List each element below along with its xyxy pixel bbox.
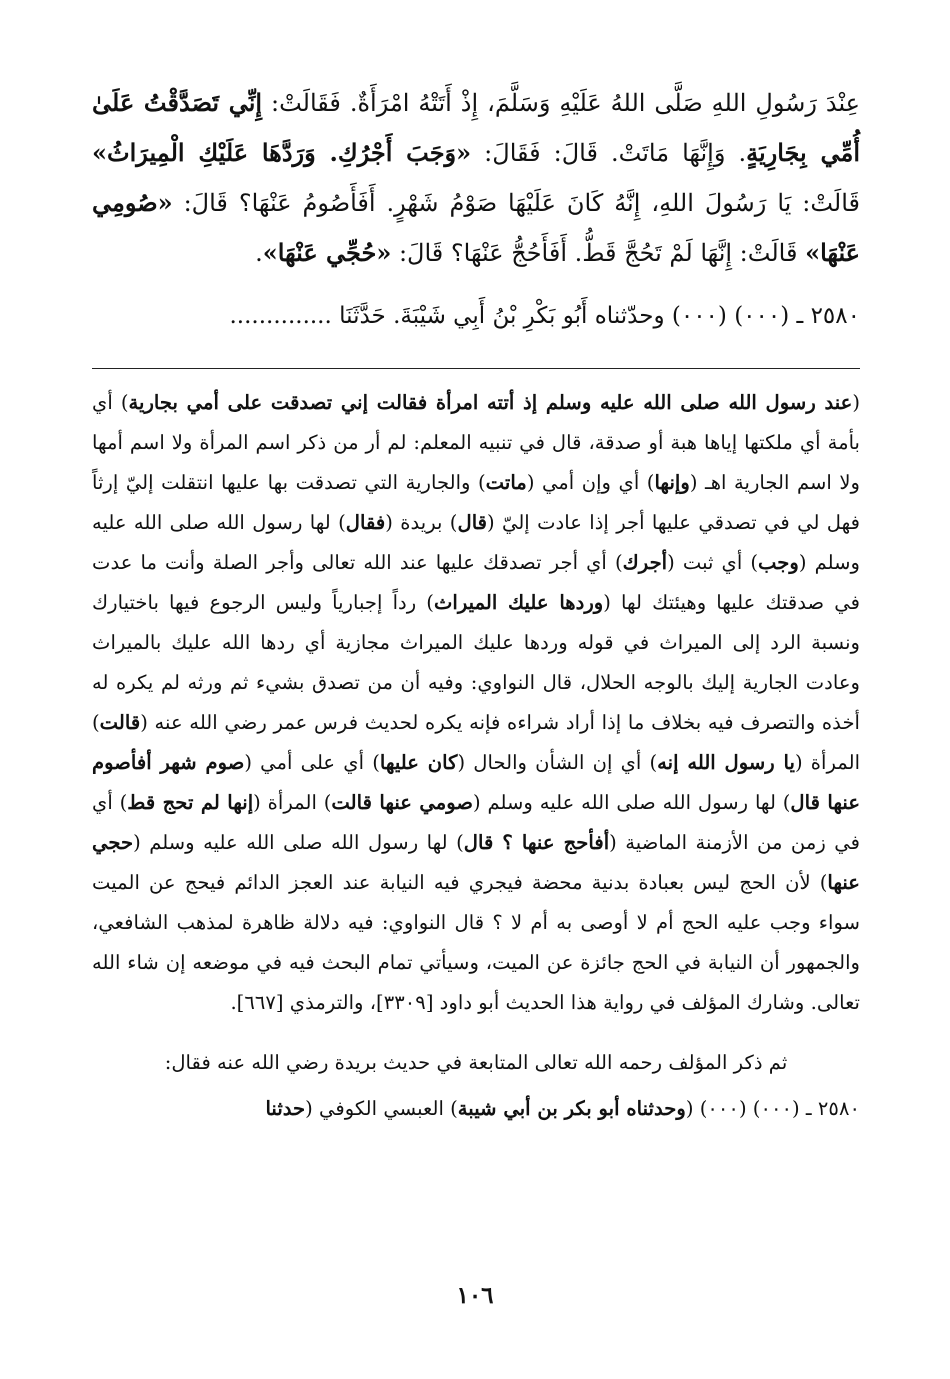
commentary-part: ) أي على أمي ( bbox=[244, 751, 380, 774]
hadith-part-bold: «صُومِي عَنْهَا» bbox=[92, 188, 860, 267]
hadith-part: عِنْدَ رَسُولِ اللهِ صَلَّى اللهُ عَلَيْهِ وَسَلَّمَ، إِذْ أَتَتْهُ امْرَأَةٌ. فَقَالَتْ: bbox=[262, 89, 861, 117]
commentary-part: ) لها رسول الله صلى الله عليه وسلم ( bbox=[92, 511, 861, 574]
commentary-part: ) أي وإن أمي ( bbox=[526, 471, 655, 494]
commentary-part: ) المرأة ( bbox=[92, 711, 861, 774]
commentary-quote: عند رسول الله صلى الله عليه وسلم إذ أتته امرأة فقالت إني تصدقت على أمي بجارية bbox=[128, 391, 853, 414]
next-hadith-number: ٢٥٨٠ ـ (٠٠٠) (٠٠٠) ( bbox=[685, 1097, 860, 1120]
hadith-part: . وَإِنَّهَا مَاتَتْ. قَالَ: فَقَالَ: bbox=[471, 139, 747, 167]
commentary-quote: قالت bbox=[99, 711, 141, 734]
footnote-divider bbox=[92, 368, 860, 369]
hadith-part-bold: «وَجَبَ أَجْرُكِ. وَرَدَّهَا عَلَيْكِ الْمِيرَاثُ» bbox=[92, 138, 472, 167]
commentary-quote: أفأحج عنها ؟ قال bbox=[463, 831, 610, 854]
commentary-part: ) لها رسول الله صلى الله عليه وسلم ( bbox=[472, 791, 791, 814]
commentary-quote: ماتت bbox=[485, 471, 527, 494]
commentary-quote: وإنها bbox=[654, 471, 690, 494]
next-hadith-narrator: وحدثناه أبو بكر بن أبي شيبة bbox=[457, 1097, 686, 1120]
commentary-quote: أجرك bbox=[622, 551, 668, 574]
hadith-part: قَالَتْ: يَا رَسُولَ اللهِ، إِنَّهُ كَانَ عَلَيْهَا صَوْمُ شَهْرٍ. أَفَأَصُومُ عَنْهَا؟ قَالَ: bbox=[172, 189, 860, 217]
commentary-part: ) لأن الحج ليس بعبادة بدنية محضة فيجري فيه النيابة عند العجز الدائم فيحج عن الميت سواء وجب عليه الحج أم لا أوصى به أم لا ؟ قال النواوي: فيه دلالة ظاهرة لمذهب الشافعي، والجمهور أن النيابة في الحج جائزة عن الميت، وسيأتي تمام البحث فيه في موضعه إن شاء الله تعالى. وشارك المؤلف في رواية هذا الحديث أبو داود [٣٣٠٩]، والترمذي [٦٦٧]. bbox=[92, 871, 860, 1014]
hadith-part-bold: «حُجِّي عَنْهَا» bbox=[262, 238, 392, 267]
hadith-text bbox=[92, 78, 860, 278]
commentary-text: (عند رسول الله صلى الله عليه وسلم إذ أتته امرأة فقالت إني تصدقت على أمي بجارية) أي بأمة أي ملكتها إياها هبة أو صدقة، قال في تنبيه المعلم: لم أر من ذكر اسم المرأة ولا اسم أمها ولا اسم الجارية اهـ (وإنها) أي وإن أمي (ماتت) والجارية التي تصدقت بها عليها انتقلت إليّ إرثاً فهل لي في تصدقي عليها أجر إذا عادت إليّ (قال) بريدة (فقال) لها رسول الله صلى الله عليه وسلم (وجب) أي ثبت (أجرك) أي أجر تصدقك عليها عند الله تعالى وأجر الصلة وأنت ما عدت في صدقتك عليها وهيئتك لها (وردها عليك الميراث) رداً إجبارياً وليس الرجوع فيها باختيارك ونسبة الرد إلى الميراث في قوله وردها عليك الميراث مجازية أي ردها الله عليك بالميراث وعادت الجارية إليك بالوجه الحلال، قال النواوي: وفيه أن من تصدق بشيء ثم ورثه لم يكره له أخذه والتصرف فيه بخلاف ما إذا أراد شراءه فإنه يكره لحديث فرس عمر رضي الله عنه (قالت) المرأة (يا رسول الله إنه) أي إن الشأن والحال (كان عليها) أي على أمي (صوم شهر أفأصوم عنها قال) لها رسول الله صلى الله عليه وسلم (صومي عنها قالت) المرأة (إنها لم تحج قط) أي في زمن من الأزمنة الماضية (أفأحج عنها ؟ قال) لها رسول الله صلى الله عليه وسلم (حجي عنها) لأن الحج ليس بعبادة بدنية محضة فيجري فيه النيابة عند العجز الدائم فيحج عن الميت سواء وجب عليه الحج أم لا أوصى به أم لا ؟ قال النواوي: فيه دلالة ظاهرة لمذهب الشافعي، والجمهور أن النيابة في الحج جائزة عن الميت، وسيأتي تمام البحث فيه في موضعه إن شاء الله تعالى. وشارك المؤلف في رواية هذا الحديث أبو داود [٣٣٠٩]، والترمذي [٦٦٧]. bbox=[92, 391, 861, 1014]
hadith-part: . bbox=[255, 239, 263, 267]
commentary-quote: كان عليها bbox=[379, 751, 458, 774]
page-content bbox=[92, 78, 860, 1318]
commentary-quote: قال bbox=[457, 511, 488, 534]
commentary-quote: وردها عليك الميراث bbox=[433, 591, 604, 614]
page-number: ١٠٦ bbox=[456, 1282, 494, 1309]
commentary-part: ) أي أجر تصدقك عليها عند الله تعالى وأجر الصلة وأنت ما عدت في صدقتك عليها وهيئتك لها ( bbox=[92, 551, 860, 614]
commentary-quote: إنها لم تحج قط bbox=[127, 791, 254, 814]
commentary-part: ) بريدة ( bbox=[385, 511, 458, 534]
commentary-quote: وجب bbox=[758, 551, 799, 574]
commentary-part: ) أي بأمة أي ملكتها إياها هبة أو صدقة، قال في تنبيه المعلم: لم أر من ذكر اسم المرأة ولا اسم أمها ولا اسم الجارية اهـ ( bbox=[92, 391, 860, 494]
next-hadith-narrator: حدثنا bbox=[265, 1097, 306, 1120]
hadith-part-bold: إِنِّي تَصَدَّقْتُ عَلَىٰ أُمِّي بِجَارِيَةٍ bbox=[92, 88, 860, 167]
commentary-part: ) لها رسول الله صلى الله عليه وسلم ( bbox=[133, 831, 464, 854]
isnad-line: ٢٥٨٠ ـ (٠٠٠) (٠٠٠) وحدّثناه أَبُو بَكْرِ بْنُ أَبِي شَيْبَةَ. حَدَّثَنَا .............. bbox=[229, 303, 860, 329]
commentary-part: ) والجارية التي تصدقت بها عليها انتقلت إليّ إرثاً فهل لي في تصدقي عليها أجر إذا عادت إليّ ( bbox=[92, 471, 861, 534]
hadith-part: قَالَتْ: إِنَّهَا لَمْ تَحُجَّ قَطُّ. أَفَأَحُجُّ عَنْهَا؟ قَالَ: bbox=[391, 239, 806, 267]
commentary-part: ) أي في زمن من الأزمنة الماضية ( bbox=[92, 791, 860, 854]
commentary-quote: صومي عنها قالت bbox=[331, 791, 473, 814]
commentary-part: ) رداً إجبارياً وليس الرجوع فيها باختيارك ونسبة الرد إلى الميراث في قوله وردها عليك الميراث مجازية أي ردها الله عليك بالميراث وعادت الجارية إليك بالوجه الحلال، قال النواوي: وفيه أن من تصدق بشيء ثم ورثه لم يكره له أخذه والتصرف فيه بخلاف ما إذا أراد شراءه فإنه يكره لحديث فرس عمر رضي الله عنه ( bbox=[92, 591, 860, 734]
commentary-quote: صوم شهر أفأصوم عنها قال bbox=[92, 751, 861, 814]
commentary-quote: حجي عنها bbox=[92, 831, 860, 894]
commentary-part: ) أي إن الشأن والحال ( bbox=[457, 751, 658, 774]
commentary-quote: فقال bbox=[345, 511, 386, 534]
commentary-quote: يا رسول الله إنه bbox=[657, 751, 795, 774]
commentary-part: ) أي ثبت ( bbox=[667, 551, 759, 574]
follow-up-intro: ثم ذكر المؤلف رحمه الله تعالى المتابعة في حديث بريدة رضي الله عنه فقال: bbox=[164, 1051, 788, 1074]
commentary-part: ) المرأة ( bbox=[253, 791, 332, 814]
next-hadith-line bbox=[92, 1089, 860, 1129]
next-hadith-part: ) العبسي الكوفي ( bbox=[305, 1097, 458, 1120]
